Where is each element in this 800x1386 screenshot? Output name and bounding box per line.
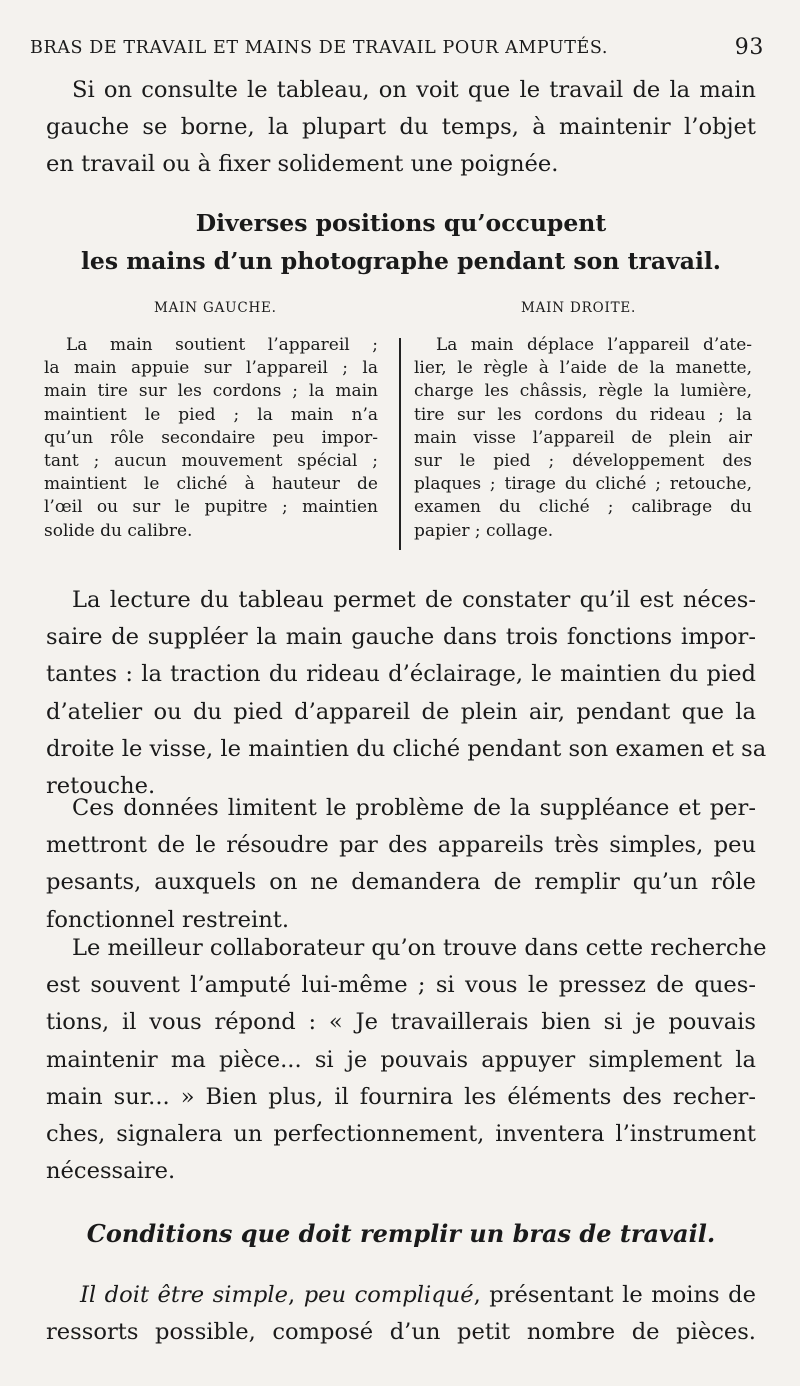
left-column-line: main tire sur les cordons ; la main [44,381,378,402]
paragraph-donnees [46,790,756,939]
text-line: est souvent l’amputé lui-même ; si vous le pressez de ques- [46,972,756,999]
text-line: ches, signalera un perfectionnement, inventera l’instrument [46,1121,756,1148]
italic-phrase: peu compliqué [303,1282,474,1308]
right-column-line: plaques ; tirage du cliché ; retouche, [414,474,752,495]
right-column-line: main visse l’appareil de plein air [414,427,752,448]
left-column-line: La main soutient l’appareil ; [66,335,378,355]
paragraph-collaborateur [46,930,767,1190]
text-line: tantes : la traction du rideau d’éclairage, le maintien du pied [46,661,756,688]
intro-paragraph [46,72,756,184]
table-heading-line: Diverses positions qu’occupent [195,209,607,237]
text-line: maintenir ma pièce... si je pouvais appuyer simplement la [46,1046,756,1073]
paragraph-lecture [46,582,767,805]
left-column-line: maintient le pied ; la main n’a [44,404,378,425]
text-line [80,1277,756,1314]
right-column-line: papier ; collage. [414,520,554,541]
left-column-line: qu’un rôle secondaire peu impor- [44,427,378,448]
right-column-header: MAIN DROITE. [521,300,637,316]
text-line: Le meilleur collaborateur qu’on trouve dans cette recherche [72,935,767,961]
text-line: Ces données limitent le problème de la suppléance et per- [72,795,756,821]
text-line: gauche se borne, la plupart du temps, à maintenir l’objet [46,114,756,141]
text-line: ressorts possible, composé d’un petit nombre de pièces. [46,1319,756,1346]
right-column [414,334,752,543]
left-column-line: tant ; aucun mouvement spécial ; [44,451,378,472]
running-head-title: BRAS DE TRAVAIL ET MAINS DE TRAVAIL POUR AMPUTÉS. [30,38,609,58]
text-line: saire de suppléer la main gauche dans trois fonctions impor- [46,624,756,651]
text-line: droite le visse, le maintien du cliché pendant son examen et sa [46,735,767,762]
page-number: 93 [734,35,764,60]
text-fragment: , [288,1282,304,1308]
section-title: Conditions que doit remplir un bras de travail. [86,1219,716,1248]
italic-phrase: Il doit être simple [80,1282,288,1308]
right-column-line: La main déplace l’appareil d’ate- [436,335,752,355]
right-column-line: examen du cliché ; calibrage du [414,497,752,518]
left-column-line: l’œil ou sur le pupitre ; maintien [44,497,378,518]
text-line: fonctionnel restreint. [46,906,290,933]
text-line: mettront de le résoudre par des appareils très simples, peu [46,832,756,859]
left-column-line: solide du calibre. [44,520,193,541]
left-column [44,334,378,543]
text-line: retouche. [46,773,156,800]
left-column-line: la main appuie sur l’appareil ; la [44,358,378,379]
right-column-line: lier, le règle à l’aide de la manette, [414,358,752,379]
text-line: La lecture du tableau permet de constater qu’il est néces- [72,587,756,613]
table-heading-line: les mains d’un photographe pendant son travail. [81,247,721,275]
text-line: main sur... » Bien plus, il fournira les éléments des recher- [46,1083,756,1110]
table-heading [46,204,756,280]
text-line: tions, il vous répond : « Je travaillerais bien si je pouvais [46,1009,756,1036]
left-column-line: maintient le cliché à hauteur de [44,474,378,495]
column-divider [399,338,401,550]
text-line: Si on consulte le tableau, on voit que le travail de la main [72,77,756,103]
left-column-header: MAIN GAUCHE. [154,300,277,316]
text-line: en travail ou à fixer solidement une poignée. [46,151,559,178]
right-column-line: tire sur les cordons du rideau ; la [414,404,752,425]
text-line: d’atelier ou du pied d’appareil de plein air, pendant que la [46,698,756,725]
paragraph-conditions [46,1277,756,1351]
text-line: nécessaire. [46,1158,176,1185]
right-column-line: sur le pied ; développement des [414,451,752,472]
text-line: pesants, auxquels on ne demandera de remplir qu’un rôle [46,869,756,896]
right-column-line: charge les châssis, règle la lumière, [414,381,752,402]
text-fragment: , présentant le moins de [473,1282,756,1308]
